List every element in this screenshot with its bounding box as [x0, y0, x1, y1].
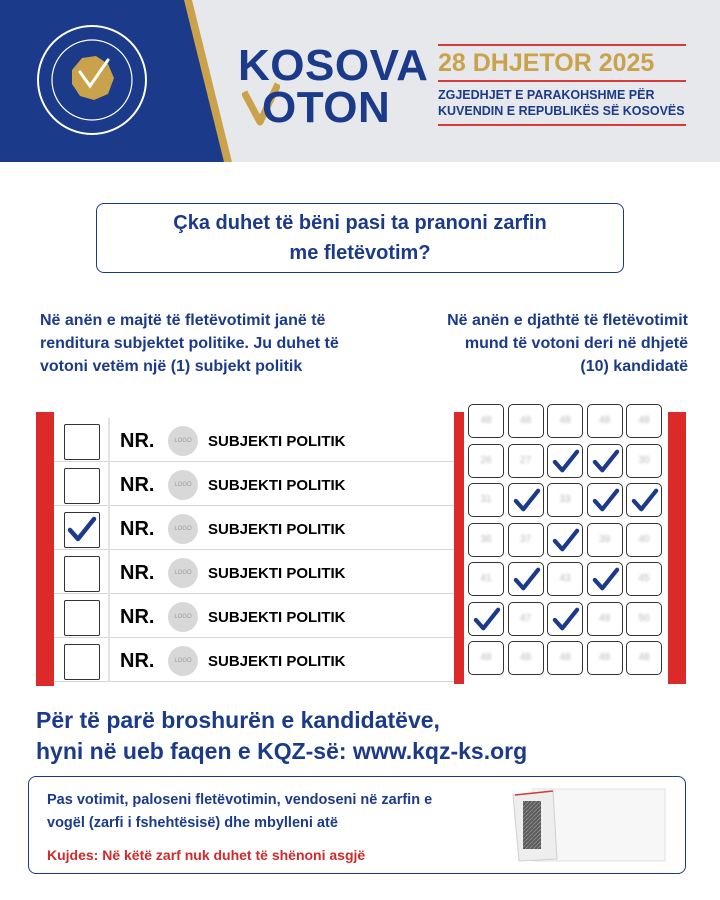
candidate-number: 37 [519, 533, 532, 545]
party-row [54, 550, 454, 594]
ballot-red-edge [668, 412, 686, 684]
election-info [438, 44, 686, 126]
party-number: NR. [120, 474, 155, 496]
candidate-checkbox[interactable] [547, 444, 583, 478]
candidate-number: 49 [598, 612, 611, 624]
party-logo: LOGO [168, 646, 198, 676]
party-checkbox[interactable] [64, 556, 100, 592]
candidate-number: 27 [519, 454, 532, 466]
party-row [54, 506, 454, 550]
candidate-checkbox[interactable] [587, 483, 623, 517]
checkmark-icon [631, 487, 659, 513]
envelope-illustration [509, 785, 669, 865]
brand-kosova: KOSOVA [238, 41, 429, 90]
party-number: NR. [120, 562, 155, 584]
party-name: SUBJEKTI POLITIK [208, 521, 346, 538]
party-row [54, 462, 454, 506]
candidate-checkbox[interactable] [468, 562, 504, 596]
candidate-number: 36 [480, 533, 492, 545]
candidate-checkbox[interactable] [626, 444, 662, 478]
party-number: NR. [120, 430, 155, 452]
divider [438, 80, 686, 82]
divider [438, 44, 686, 46]
candidate-checkbox[interactable] [587, 404, 623, 438]
party-name: SUBJEKTI POLITIK [208, 653, 346, 670]
party-name: SUBJEKTI POLITIK [208, 565, 346, 582]
party-row [54, 638, 454, 682]
candidate-checkbox[interactable] [547, 483, 583, 517]
party-row [54, 594, 454, 638]
instruction-line: Në anën e djathtë të fletëvotimit [447, 312, 688, 329]
candidate-checkbox[interactable] [508, 444, 544, 478]
divider [108, 506, 110, 550]
candidate-checkbox[interactable] [547, 602, 583, 636]
candidate-number: 48 [559, 415, 571, 426]
candidate-checkbox[interactable] [547, 562, 583, 596]
candidate-checkbox[interactable] [587, 562, 623, 596]
checkmark-icon [592, 566, 620, 592]
party-number: NR. [120, 650, 155, 672]
kqz-logo [36, 24, 148, 136]
header-banner [0, 0, 720, 162]
envelope-instruction-text [47, 789, 432, 835]
party-list [36, 412, 454, 686]
candidate-checkbox[interactable] [626, 404, 662, 438]
party-logo: LOGO [168, 470, 198, 500]
instruction-line: votoni vetëm një (1) subjekt politik [40, 358, 303, 376]
candidate-number: 48 [519, 652, 532, 663]
party-logo: LOGO [168, 602, 198, 632]
candidate-checkbox[interactable] [626, 562, 662, 596]
party-checkbox[interactable] [64, 424, 100, 460]
candidate-checkbox[interactable] [626, 523, 662, 557]
checkmark-icon [513, 566, 541, 592]
candidate-number: 39 [598, 533, 611, 545]
candidate-number: 30 [638, 454, 650, 466]
candidate-number: 48 [519, 415, 532, 426]
candidate-number: 26 [480, 454, 492, 466]
candidate-number: 48 [480, 415, 492, 426]
website-info [36, 705, 527, 767]
instruction-line: vogël (zarfi i fshehtësisë) dhe mbylleni atë [47, 815, 338, 832]
warning-text: Kujdes: Në këtë zarf nuk duhet të shënoni asgjë [47, 847, 366, 863]
candidate-checkbox[interactable] [587, 523, 623, 557]
election-title-line: KUVENDIN E REPUBLIKËS SË KOSOVËS [438, 104, 685, 119]
question-line: me fletëvotim? [289, 242, 431, 264]
party-checkbox[interactable] [64, 644, 100, 680]
candidate-checkbox[interactable] [508, 483, 544, 517]
candidate-number: 48 [480, 652, 492, 663]
ballot-red-edge [454, 412, 464, 684]
instruction-right [420, 309, 688, 379]
party-number: NR. [120, 518, 155, 540]
instruction-line: Në anën e majtë të fletëvotimit janë të [40, 312, 326, 329]
checkmark-icon [552, 527, 580, 553]
candidate-checkbox[interactable] [468, 483, 504, 517]
instruction-line: mund të votoni deri në dhjetë [464, 335, 688, 353]
candidate-checkbox[interactable] [626, 602, 662, 636]
party-name: SUBJEKTI POLITIK [208, 609, 346, 626]
divider [108, 638, 110, 682]
party-name: SUBJEKTI POLITIK [208, 477, 346, 494]
election-date: 28 DHJETOR 2025 [438, 49, 655, 77]
checkmark-icon [592, 487, 620, 513]
divider [438, 124, 686, 126]
party-checkbox[interactable] [64, 512, 100, 548]
candidate-checkbox[interactable] [547, 523, 583, 557]
ballot-red-edge [36, 412, 54, 686]
checkmark-icon [473, 606, 501, 632]
candidate-number: 48 [598, 652, 611, 663]
candidate-checkbox[interactable] [587, 602, 623, 636]
website-link[interactable]: hyni në ueb faqen e KQZ-së: www.kqz-ks.org [36, 738, 528, 765]
instruction-line: renditura subjektet politike. Ju duhet të [40, 335, 339, 353]
candidate-number: 50 [638, 612, 650, 624]
candidate-checkbox[interactable] [508, 404, 544, 438]
candidate-number: 43 [559, 573, 571, 584]
checkmark-icon [513, 487, 541, 513]
party-name: SUBJEKTI POLITIK [208, 433, 346, 450]
checkmark-icon [67, 515, 97, 543]
candidate-checkbox[interactable] [508, 641, 544, 675]
candidate-number: 33 [559, 494, 571, 505]
divider [108, 550, 110, 594]
election-title-line: ZGJEDHJET E PARAKOHSHME PËR [438, 88, 655, 102]
candidate-checkbox[interactable] [508, 562, 544, 596]
candidate-checkbox[interactable] [547, 641, 583, 675]
candidate-checkbox[interactable] [547, 404, 583, 438]
brand-voton: OTON [262, 83, 391, 132]
question-line: Çka duhet të bëni pasi ta pranoni zarfin [173, 212, 547, 234]
divider [108, 418, 110, 462]
party-row [54, 418, 454, 462]
candidate-checkbox[interactable] [468, 444, 504, 478]
divider [108, 594, 110, 638]
instruction-line: (10) kandidatë [580, 358, 688, 376]
party-logo: LOGO [168, 558, 198, 588]
candidate-checkbox[interactable] [508, 602, 544, 636]
candidate-number: 48 [559, 652, 571, 663]
candidate-number: 45 [638, 573, 650, 584]
checkmark-icon [592, 448, 620, 474]
candidate-number: 48 [638, 415, 650, 426]
candidate-checkbox[interactable] [508, 523, 544, 557]
party-checkbox[interactable] [64, 468, 100, 504]
checkmark-icon [552, 606, 580, 632]
candidate-checkbox[interactable] [626, 641, 662, 675]
candidate-checkbox[interactable] [587, 444, 623, 478]
candidate-checkbox[interactable] [468, 641, 504, 675]
candidate-number: 48 [598, 415, 611, 426]
candidate-checkbox[interactable] [587, 641, 623, 675]
question-box [96, 203, 624, 273]
envelope-instructions [28, 776, 686, 874]
party-logo: LOGO [168, 514, 198, 544]
candidate-checkbox[interactable] [468, 404, 504, 438]
party-logo: LOGO [168, 426, 198, 456]
instruction-line: Pas votimit, paloseni fletëvotimin, vendoseni në zarfin e [47, 792, 433, 808]
website-line: Për të parë broshurën e kandidatëve, [36, 707, 440, 733]
party-number: NR. [120, 606, 155, 628]
instruction-left [40, 309, 380, 379]
candidate-checkbox[interactable] [468, 602, 504, 636]
candidate-checkbox[interactable] [468, 523, 504, 557]
party-checkbox[interactable] [64, 600, 100, 636]
candidate-number: 41 [480, 573, 492, 584]
candidate-number: 47 [519, 612, 532, 624]
checkmark-icon [552, 448, 580, 474]
candidate-number: 31 [480, 494, 492, 505]
candidate-number: 48 [638, 652, 650, 663]
candidate-grid [454, 400, 686, 710]
election-title [438, 87, 686, 120]
candidate-checkbox[interactable] [626, 483, 662, 517]
candidate-number: 40 [638, 533, 650, 545]
divider [108, 462, 110, 506]
